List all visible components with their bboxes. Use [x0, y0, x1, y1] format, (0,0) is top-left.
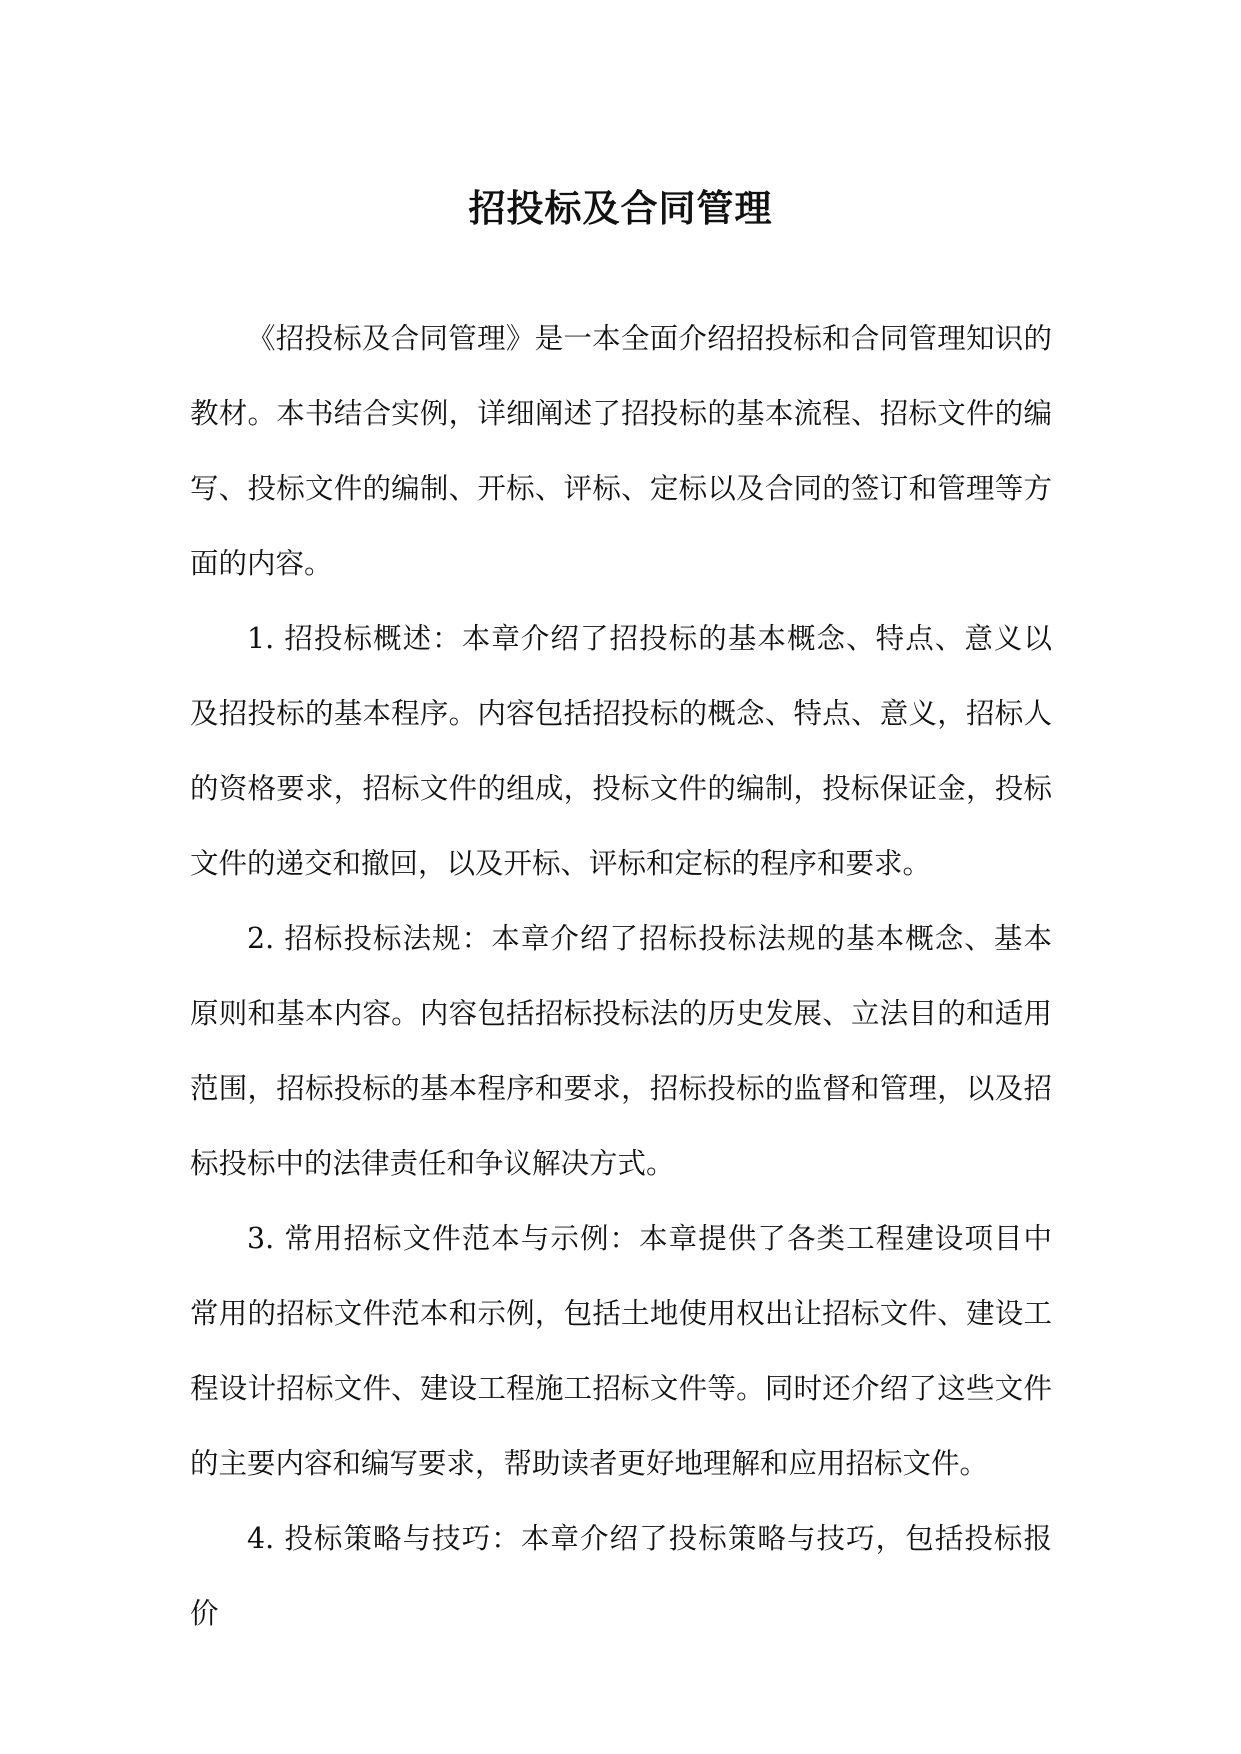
section-2-paragraph: 2. 招标投标法规：本章介绍了招标投标法规的基本概念、基本原则和基本内容。内容包括招标投标法的历史发展、立法目的和适用范围，招标投标的基本程序和要求，招标投标的监督和管理，以及招标投标中的法律责任和争议解决方式。: [190, 922, 1052, 1180]
intro-paragraph: 《招投标及合同管理》是一本全面介绍招投标和合同管理知识的教材。本书结合实例，详细阐述了招投标的基本流程、招标文件的编写、投标文件的编制、开标、评标、定标以及合同的签订和管理等方面的内容。: [190, 322, 1052, 580]
section-1-paragraph: 1. 招投标概述：本章介绍了招投标的基本概念、特点、意义以及招投标的基本程序。内容包括招投标的概念、特点、意义，招标人的资格要求，招标文件的组成，投标文件的编制，投标保证金，投标文件的递交和撤回，以及开标、评标和定标的程序和要求。: [190, 622, 1052, 880]
document-body: [190, 301, 1052, 1651]
document-title: 招投标及合同管理: [468, 186, 773, 230]
section-3-paragraph: 3. 常用招标文件范本与示例：本章提供了各类工程建设项目中常用的招标文件范本和示例，包括土地使用权出让招标文件、建设工程设计招标文件、建设工程施工招标文件等。同时还介绍了这些文件的主要内容和编写要求，帮助读者更好地理解和应用招标文件。: [190, 1222, 1052, 1480]
section-4-paragraph: 4. 投标策略与技巧：本章介绍了投标策略与技巧，包括投标报价: [190, 1522, 1052, 1630]
